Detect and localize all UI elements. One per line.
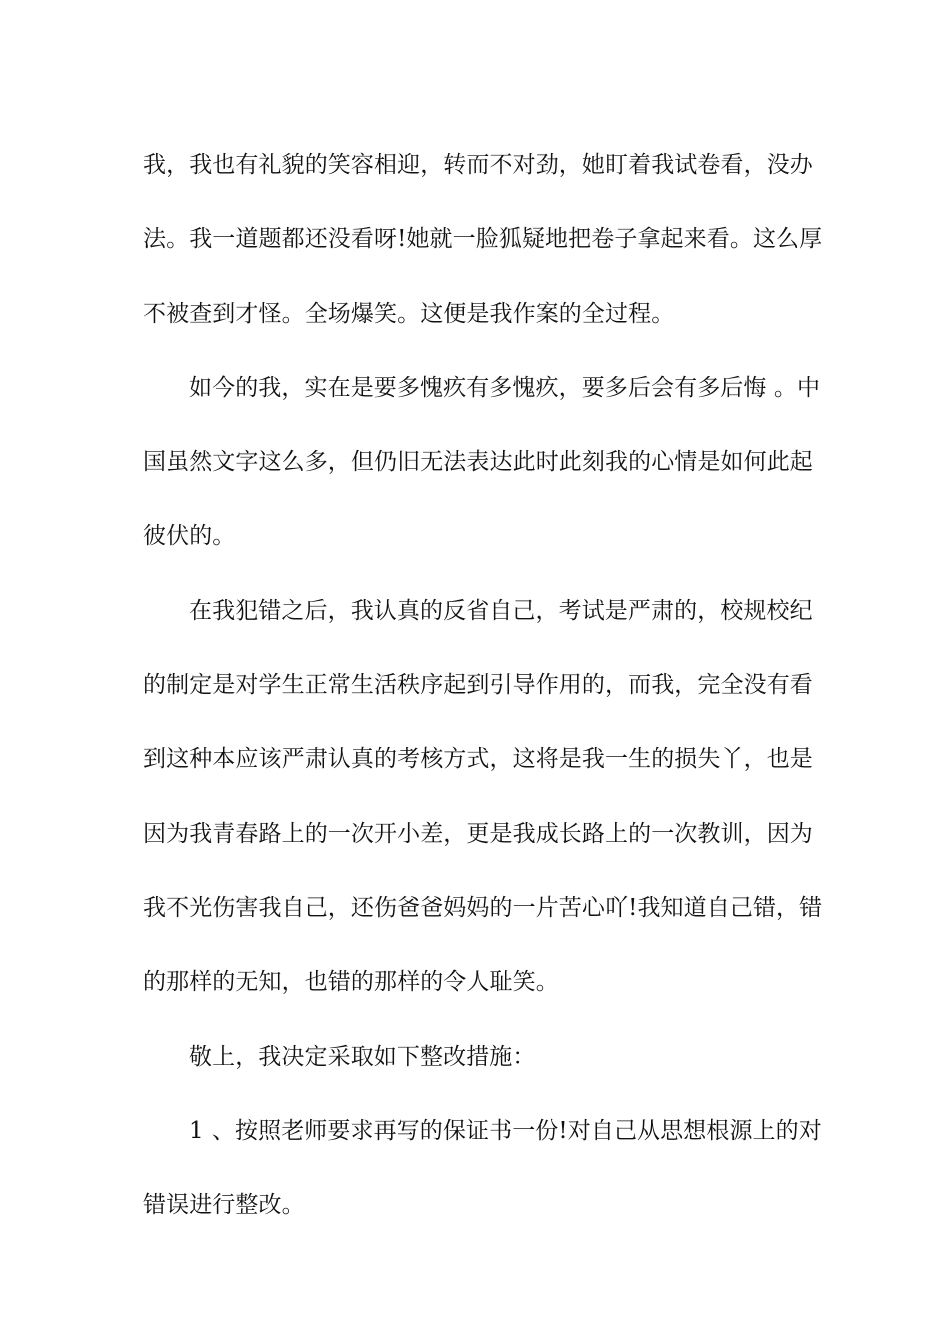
paragraph-4 [143, 1020, 808, 1094]
text-line: 我不光伤害我自己，还伤爸爸妈妈的一片苦心吖!我知道自己错，错 [143, 894, 823, 921]
list-item-1 [143, 1094, 822, 1243]
text-line: 的那样的无知，也错的那样的令人耻笑。 [143, 969, 559, 996]
text-line: 到这种本应该严肃认真的考核方式，这将是我一生的损失丫，也是 [143, 746, 813, 773]
list-item-text: 按照老师要求再写的保证书一份!对自己从思想根源上的对 [235, 1117, 822, 1144]
text-line: 敬上，我决定采取如下整改措施： [189, 1043, 536, 1070]
text-line: 的制定是对学生正常生活秩序起到引导作用的，而我，完全没有看 [143, 672, 813, 699]
paragraph-2 [143, 351, 821, 574]
paragraph-3 [143, 574, 823, 1020]
document-body [143, 128, 823, 1242]
text-line: 错误进行整改。 [143, 1192, 305, 1219]
text-line: 如今的我，实在是要多愧疚有多愧疚，要多后会有多后悔 。中 [189, 374, 821, 401]
paragraph-1 [143, 128, 823, 351]
text-line: 彼伏的。 [143, 523, 236, 550]
text-line: 我，我也有礼貌的笑容相迎，转而不对劲，她盯着我试卷看，没办 [143, 152, 813, 178]
text-line [143, 1094, 822, 1168]
text-line: 在我犯错之后，我认真的反省自己，考试是严肃的，校规校纪 [189, 597, 813, 624]
list-number: 1、 [189, 1117, 235, 1144]
text-line: 法。我一道题都还没看呀!她就一脸狐疑地把卷子拿起来看。这么厚 [143, 226, 823, 253]
text-line: 国虽然文字这么多，但仍旧无法表达此时此刻我的心情是如何此起 [143, 449, 813, 476]
text-line: 因为我青春路上的一次开小差，更是我成长路上的一次教训，因为 [143, 820, 813, 847]
text-line: 不被查到才怪。全场爆笑。这便是我作案的全过程。 [143, 300, 675, 327]
